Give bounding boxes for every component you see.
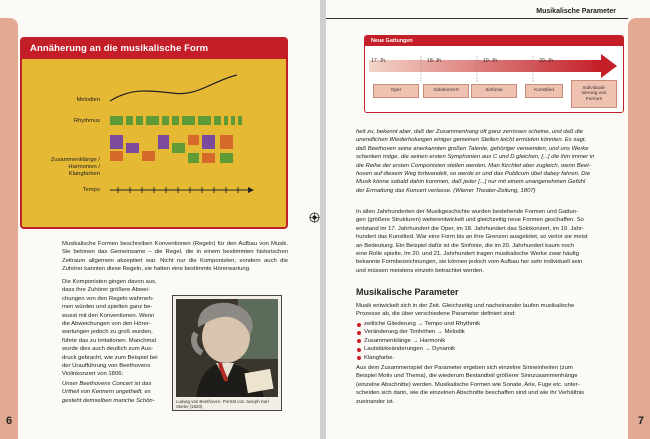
- portrait-caption: Ludwig van Beethoven. Porträt von Joseph Karl Stieler (1820): [176, 399, 269, 409]
- harmony-block: [220, 153, 233, 163]
- rhythm-block: [214, 116, 221, 125]
- year-label: 20. Jh.: [539, 58, 555, 64]
- genre-cell-oper: Oper: [373, 84, 419, 98]
- parameters-intro: [356, 302, 618, 319]
- musical-form-box: [20, 37, 288, 229]
- quote-line: gesteht demselben manche Schön-: [62, 397, 155, 404]
- timeline-arrow: [365, 52, 624, 82]
- intro-paragraph: Musikalische Formen beschreiben Konventionen (Regeln) für den Aufbau von Musik. Sie betonen das Gemeinsame – die Regel, die in einem bestimmten historischen Zeitraum allgemein akzeptiert war. Nicht nur die Komponisten, sondern auch die Zuhörer kannten diese Regeln, sie hatten eine bestimmte Hörerwartung.: [62, 241, 288, 273]
- text-line: Beispiel Motiv und Thema), die wiederum Bestandteil größerer Sinnzusammenhänge: [356, 373, 578, 380]
- text-line: In allen Jahrhunderten der Musikgeschichte wurden bestehende Formen und Gattun-: [356, 209, 579, 215]
- quote-line: der Ermattung das Koncert verlasse. (Wiener Theater-Zeitung, 1807): [356, 187, 536, 194]
- quote-continuation: [356, 128, 618, 195]
- rhythm-block: [238, 116, 242, 125]
- closing-paragraph: [356, 364, 618, 406]
- left-page-edge-tab: [0, 18, 18, 439]
- running-head-rule: [326, 18, 628, 19]
- portrait-image: [176, 299, 278, 397]
- page-number-right: 7: [637, 415, 644, 427]
- text-line: die Abweichungen von den Hörer-: [62, 321, 151, 328]
- quote-line: daß Beethoven seine anerkannten großen Talente, gehöriger verwenden, und uns Werke: [356, 145, 589, 152]
- label-rhythmus: Rhythmus: [73, 118, 100, 124]
- section-heading: Musikalische Parameter: [356, 287, 459, 297]
- text-line: Aus dem Zusammenspiel der Parameter ergeben sich einzelne Sinneinheiten (zum: [356, 365, 573, 371]
- harmony-block: [110, 151, 123, 161]
- year-label: 17. Jh.: [371, 58, 387, 64]
- harmony-block: [188, 135, 199, 145]
- beethoven-portrait: [172, 295, 282, 411]
- text-line: der Uraufführung von Beethovens: [62, 363, 151, 370]
- rhythm-block: [136, 116, 143, 125]
- rhythm-block: [198, 116, 211, 125]
- text-line: entstand im 17. Jahrhundert die Oper, im 18. Jahrhundert das Solokonzert, im 19. Jahr-: [356, 225, 584, 232]
- new-genres-box: [364, 35, 624, 113]
- rhythm-block: [126, 116, 133, 125]
- text-line: und müssen meistens einzeln betrachtet werden.: [356, 267, 485, 274]
- musical-form-box-title: Annäherung an die musikalische Form: [22, 39, 286, 59]
- label-tempo: Tempo: [82, 187, 100, 193]
- melody-curve: [110, 75, 237, 101]
- text-line: eine Rolle spielte. Im 20. und 21. Jahrhundert tragen musikalische Werke zwar häufig: [356, 251, 579, 258]
- text-line: Musik entwickelt sich in der Zeit. Gleichzeitig und nacheinander laufen musikalische: [356, 303, 575, 309]
- label-harmonien: Harmonien /: [68, 164, 100, 170]
- list-item: Zusammenklänge → Harmonik: [356, 337, 618, 345]
- harmony-block: [110, 135, 123, 149]
- text-line: (einzelne Abschnitte) werden. Musikalische Formen wie Sonate, Arie, Fuge etc. unter-: [356, 381, 580, 388]
- quote-line: Musik könne sobald dahin kommen, daß jeder [...] nur mit einem unangenehmen Gefühl: [356, 179, 586, 186]
- text-line: wartungen jedoch zu groß wurden,: [62, 329, 153, 336]
- label-melodien: Melodien: [76, 97, 100, 103]
- harmony-block: [142, 151, 155, 161]
- harmony-block: [172, 143, 185, 153]
- portrait-illustration: [176, 299, 278, 397]
- harmony-block: [188, 153, 199, 163]
- text-line: bekannte Formbezeichnungen, sie können jedoch vom Aufbau her sehr individuell sein: [356, 259, 583, 266]
- musical-form-diagram: [22, 39, 288, 229]
- list-item: Lautstärkeänderungen → Dynamik: [356, 345, 618, 353]
- label-klangfarben: Klangfarben: [68, 171, 100, 177]
- page-number-left: 6: [6, 415, 13, 427]
- registration-mark-icon: [309, 212, 320, 223]
- genre-cell-sinfonie: Sinfonie: [471, 84, 517, 98]
- quote-line: schenken möge, die seinen ersten Symphonien aus C und D gleichen, [...] die ihm immer in: [356, 154, 595, 161]
- year-label: 18. Jh.: [427, 58, 443, 64]
- list-item: zeitliche Gliederung → Tempo und Rhythmik: [356, 320, 618, 328]
- new-genres-title: Neue Gattungen: [365, 36, 623, 46]
- composer-paragraph: [62, 278, 170, 405]
- quote-line: Unser Beethovens Concert ist das: [62, 380, 152, 387]
- rhythm-blocks: [110, 116, 242, 125]
- text-line: wurde dies auch deutlich zum Aus-: [62, 346, 154, 353]
- genre-cell-solokonzert: Solokonzert: [423, 84, 469, 98]
- year-label: 19. Jh.: [483, 58, 499, 64]
- rhythm-block: [146, 116, 159, 125]
- harmony-block: [158, 135, 169, 149]
- list-item: Veränderung der Tonhöhen → Melodik: [356, 328, 618, 336]
- rhythm-block: [231, 116, 235, 125]
- right-page-edge-tab: [628, 18, 650, 439]
- harmony-blocks: [110, 135, 233, 163]
- harmony-block: [220, 135, 233, 149]
- text-line: chungen von den Regeln wahrneh-: [62, 295, 154, 302]
- rhythm-block: [110, 116, 123, 125]
- text-line: gen (größere Strukturen) weiterentwickelt und gleichzeitig neue Formen geschaffen. So: [356, 217, 584, 224]
- quote-line: die Reihe der ersten Componisten stellen werden. Man fürchtet aber zugleich, wenn Beet-: [356, 162, 591, 169]
- text-line: scheiden sich darin, wie die einzelnen Abschnitte beschaffen sind und wie ihr Verhältnis: [356, 390, 585, 397]
- running-head: Musikalische Parameter: [536, 8, 616, 15]
- quote-line: hoven auf diesem Weg fortwandelt, so werde er und das Publicum übel dabey fahren. Die: [356, 171, 591, 178]
- text-line: druck gebracht, wie zum Beispiel bei: [62, 354, 158, 361]
- genre-cell-kunstlied: Kunstlied: [525, 84, 563, 98]
- text-line: men würden und spielten ganz be-: [62, 304, 153, 311]
- text-line: Prozesse ab, die über verschiedene Parameter definiert sind:: [356, 311, 516, 318]
- quote-line: unendlichen Wiederholungen einiger gemeinen Stellen leicht ermüden könnten. Es sagt,: [356, 137, 587, 144]
- harmony-block: [202, 153, 215, 163]
- tempo-line: [110, 187, 254, 193]
- rhythm-block: [224, 116, 228, 125]
- rhythm-block: [172, 116, 179, 125]
- right-page: [326, 0, 650, 439]
- text-line: Violinkonzert von 1806:: [62, 371, 124, 378]
- parameters-list: [356, 320, 618, 362]
- text-line: wusst mit den Konventionen. Wenn: [62, 312, 155, 319]
- harmony-block: [202, 135, 215, 149]
- rhythm-block: [182, 116, 195, 125]
- label-zusammenklaenge: Zusammenklänge /: [50, 157, 100, 163]
- genre-cell-individualisierung: Individuali- sierung von Formen: [571, 80, 617, 108]
- rhythm-block: [162, 116, 169, 125]
- text-line: Die Komponisten gingen davon aus,: [62, 279, 157, 285]
- history-paragraph: [356, 208, 618, 275]
- quote-line: heit zu, bekennt aber, daß der Zusammenhang oft ganz zerrissen scheine, und daß die: [356, 129, 583, 135]
- text-line: an Bedeutung. Ein Beispiel dafür ist die Sinfonie, die im 20. Jahrhundert kaum noch: [356, 242, 575, 249]
- quote-line: Urtheil von Kennern ungetheilt, es: [62, 389, 151, 396]
- text-line: hundert das Kunstlied. War eine Form bis an ihre Grenzen ausgelotet, so verlor sie meist: [356, 234, 588, 241]
- text-line: führte das zu Irritationen. Manchmal: [62, 337, 156, 344]
- list-item: Klangfarbe.: [356, 354, 618, 362]
- harmony-block: [126, 143, 139, 153]
- text-line: dass ihre Zuhörer größere Abwei-: [62, 287, 150, 294]
- text-line: zueinander ist.: [356, 398, 395, 405]
- left-page: [0, 0, 320, 439]
